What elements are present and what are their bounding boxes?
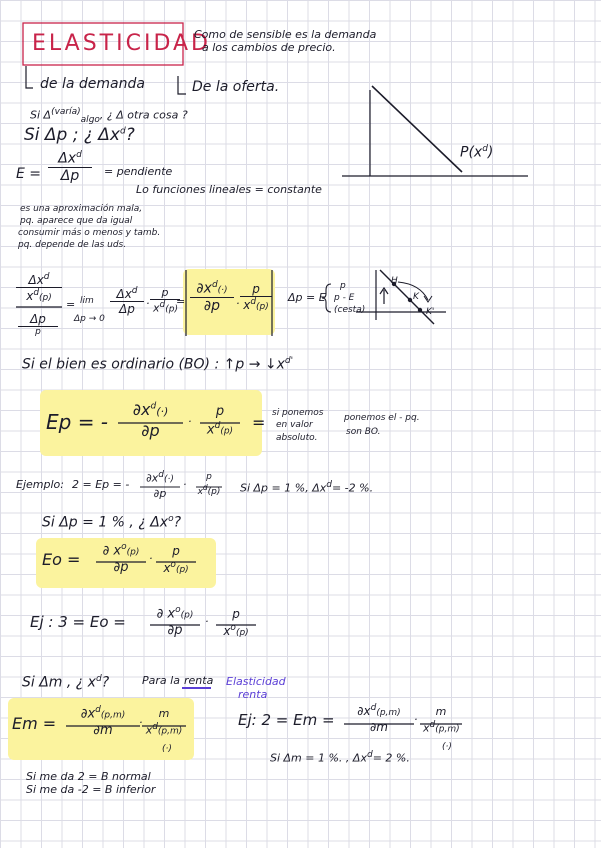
income-label-1: Elasticidad: [226, 675, 286, 688]
def-side-delta: Δp = E: [288, 291, 326, 304]
ej-eo-p-fraction: p $x^o(p)$: [223, 607, 249, 638]
supply-graph-label: $P(x^d)$: [460, 144, 494, 161]
def-dot-1: ·: [146, 297, 150, 310]
income-label-2: renta: [238, 688, 268, 701]
def-eq-2: =: [176, 295, 186, 308]
intro-eq-fraction: $\Delta x^d$ Δp: [48, 150, 92, 184]
graph-label-h: H: [391, 276, 398, 286]
def-brace-mid: p - E: [334, 293, 355, 303]
em-lhs: Em =: [12, 714, 57, 733]
linear-note: Lo funciones lineales = constante: [136, 183, 322, 196]
approx-note-4: pq. depende de las uds.: [18, 240, 127, 250]
def-lim: lim: [80, 296, 94, 306]
intro-eq-lhs: E =: [16, 166, 42, 182]
page-title: ELASTICIDAD: [32, 31, 211, 56]
example-condition: Si Δp = 1 %, $\Delta x^d= -2$ %.: [240, 480, 374, 495]
graph-label-k: K: [413, 292, 419, 302]
example-eq: 2 = Ep = -: [72, 478, 130, 491]
approx-note-3: consumir más o menos y tamb.: [18, 228, 161, 238]
conclusion-inferior: Si me da -2 = B inferior: [26, 783, 156, 796]
ordinary-statement: Si el bien es ordinario (BO) : ↑p → $↓x^{d'}$: [22, 356, 294, 373]
ep-note-3: absoluto.: [276, 433, 318, 443]
ep-note-5: son BO.: [346, 427, 381, 437]
eo-lhs: Eo =: [42, 550, 81, 569]
eo-p-fraction: p $x^o(p)$: [163, 544, 189, 575]
example-dot: ·: [183, 478, 187, 491]
ej-em-fraction: $\partial x^d(p,m)$ ∂m: [357, 703, 401, 734]
supply-header: De la oferta.: [192, 79, 280, 95]
def-dot-2: ·: [236, 297, 240, 310]
def-lhs-den: Δp p: [18, 312, 58, 337]
intro-line2: Si Δp ; ¿ $\Delta x^d$?: [24, 125, 135, 145]
ej-em-condition: Si Δm = 1 %. , $\Delta x^d= 2$ %.: [270, 750, 410, 765]
ej-em-den-tag: (·): [442, 742, 452, 752]
ej-em-m-fraction: m $x^d(p,m)$: [423, 705, 460, 735]
example-label: Ejemplo:: [16, 478, 64, 491]
eo-dot: ·: [149, 552, 153, 565]
demand-hook-icon: [26, 66, 33, 88]
income-question: Si Δm , ¿ $x^d$?: [22, 674, 110, 691]
eo-fraction: ∂ $x^o(p)$ ∂p: [102, 542, 140, 576]
income-para: Para la: [142, 674, 180, 687]
ep-note-4: ponemos el - pq.: [344, 413, 420, 423]
ep-eq: =: [252, 413, 266, 432]
em-den-tag: (·): [162, 744, 172, 754]
supply-hook-icon: [178, 76, 186, 94]
conclusion-normal: Si me da 2 = B normal: [26, 770, 151, 783]
def-eq-1: =: [66, 298, 76, 311]
def-box-p-fraction: $\frac{p}{x^d(p)}$: [240, 282, 272, 312]
def-brace-bot: (cesta): [334, 305, 366, 315]
em-fraction: $\partial x^d(p,m)$ ∂m: [80, 705, 126, 739]
def-lim-sub: Δp → 0: [74, 314, 105, 324]
em-dot: ·: [139, 716, 143, 729]
ej-em-lhs: Ej: 2 = Em =: [238, 711, 335, 729]
intro-line1: Si $\Delta^{(varía)}_{algo}$, ¿ Δ otra cosa ?: [30, 107, 188, 125]
supply-graph: [342, 86, 528, 176]
def-mid-fraction: $\Delta x^d$ Δp: [110, 286, 144, 316]
ej-eo-dot: ·: [205, 615, 209, 628]
title-subtitle-1: Como de sensible es la demanda: [194, 28, 377, 41]
ej-eo-lhs: Ej : 3 = Eo =: [30, 613, 126, 631]
ep-p-fraction: p $x^d(p)$: [206, 404, 234, 438]
ep-dot: ·: [188, 415, 192, 428]
example-question: Si Δp = 1 % , ¿ $\Delta x^o$?: [42, 514, 182, 531]
ep-lhs: Ep = -: [46, 410, 109, 434]
def-p-fraction: $\frac{p}{x^d(p)}$: [150, 286, 180, 315]
ep-fraction: $\partial x^d(\cdot)$ ∂p: [132, 400, 169, 440]
ej-eo-fraction: ∂ $x^o(p)$ ∂p: [156, 605, 194, 639]
example-fraction: $\partial x^d(\cdot)$ ∂p: [146, 470, 174, 500]
def-box-fraction: $\frac{\partial x^d(\cdot)}{\partial p}$: [190, 280, 234, 314]
def-brace-top: p: [340, 281, 346, 291]
em-m-fraction: m $x^d(p,m)$: [145, 707, 183, 737]
income-renta: renta: [184, 674, 214, 687]
approx-note-2: pq. aparece que da igual: [20, 216, 133, 226]
def-lhs-num: $\Delta x^d$ $x^d(p)$: [16, 272, 62, 303]
example-p-fraction: p $x^d(p)$: [197, 472, 221, 497]
approx-note-1: es una aproximación mala,: [20, 204, 143, 214]
title-subtitle-2: a los cambios de precio.: [202, 41, 336, 54]
graph-label-k2: K': [426, 307, 435, 317]
ej-em-dot: ·: [414, 713, 418, 726]
ep-note-2: en valor: [276, 420, 313, 430]
ep-note-1: si ponemos: [272, 408, 324, 418]
demand-header: de la demanda: [40, 76, 145, 92]
intro-eq-rhs: = pendiente: [104, 165, 173, 178]
